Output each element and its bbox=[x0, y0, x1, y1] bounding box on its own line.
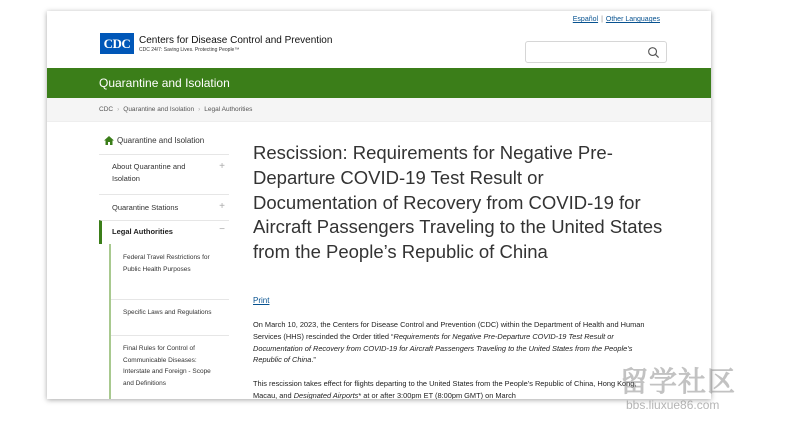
sidebar-item-label: About Quarantine and Isolation bbox=[112, 162, 186, 183]
breadcrumb-cdc[interactable]: CDC bbox=[99, 106, 114, 113]
paragraph-text: On March 10, 2023, the Centers for Disease Control and Prevention (CDC) within the Department of Health and Human Services (HHS) rescinded the Order titled “ bbox=[253, 320, 645, 341]
divider bbox=[111, 335, 229, 336]
breadcrumb-legal-authorities[interactable]: Legal Authorities bbox=[204, 106, 253, 113]
breadcrumb-quarantine[interactable]: Quarantine and Isolation bbox=[123, 106, 195, 113]
sidebar-item-legal-authorities[interactable] bbox=[99, 220, 229, 244]
home-icon bbox=[104, 136, 114, 145]
site-watermark bbox=[618, 360, 778, 420]
expand-plus-icon[interactable]: + bbox=[219, 161, 225, 172]
sidebar-item-label: Quarantine Stations bbox=[112, 203, 179, 212]
chevron-right-icon: › bbox=[117, 106, 120, 113]
sidebar-home-label: Quarantine and Isolation bbox=[117, 136, 205, 145]
watermark-url: bbs.liuxue86.com bbox=[626, 398, 720, 412]
sidebar-item-quarantine-stations[interactable] bbox=[99, 194, 229, 220]
subnav-item-federal-travel[interactable]: Federal Travel Restrictions for Public Health Purposes bbox=[123, 254, 210, 273]
paragraph-text: This rescission takes effect for flights departing to the United States from the People’s Republic of China, Hong Kong, Macau, and bbox=[253, 379, 637, 399]
breadcrumb bbox=[47, 98, 711, 122]
org-name[interactable]: Centers for Disease Control and Prevention bbox=[139, 35, 333, 46]
other-languages-link[interactable]: Other Languages bbox=[605, 16, 660, 23]
search-input[interactable] bbox=[525, 41, 667, 63]
chevron-right-icon: › bbox=[198, 106, 201, 113]
org-tagline: CDC 24/7: Saving Lives. Protecting People™ bbox=[139, 47, 240, 53]
divider bbox=[111, 299, 229, 300]
collapse-minus-icon[interactable]: − bbox=[219, 224, 225, 235]
cdc-logo[interactable]: CDC bbox=[100, 33, 134, 54]
paragraph-text: * at or after 3:00pm ET (8:00pm GMT) on March bbox=[358, 390, 516, 399]
page-title: Rescission: Requirements for Negative Pre-Departure COVID-19 Test Result or Documentation of Recovery from COVID-19 for Aircraft Passengers Traveling to the United States from the People’s Republic of China bbox=[253, 142, 663, 263]
order-title-text: Requirements for Negative Pre-Departure COVID-19 Test Result or Documentation of Recovery from COVID-19 for Aircraft Passengers Traveling to the United States from the People’s Republic of China bbox=[253, 331, 633, 365]
subnav-item-specific-laws[interactable]: Specific Laws and Regulations bbox=[123, 309, 212, 316]
designated-airports-link[interactable]: Designated Airports bbox=[293, 390, 359, 399]
language-separator: | bbox=[601, 16, 603, 23]
browser-page bbox=[47, 11, 711, 399]
language-links bbox=[573, 16, 660, 23]
sidebar-subnav bbox=[109, 244, 229, 399]
search-icon[interactable] bbox=[647, 46, 660, 59]
sidebar-item-label: Legal Authorities bbox=[112, 227, 173, 236]
banner-title[interactable]: Quarantine and Isolation bbox=[99, 76, 230, 90]
paragraph-text: .” bbox=[311, 355, 316, 365]
espanol-link[interactable]: Español bbox=[572, 16, 599, 23]
sidebar-item-about[interactable] bbox=[99, 154, 229, 194]
site-header bbox=[47, 11, 711, 69]
section-banner bbox=[47, 68, 711, 98]
paragraph-rescission-date bbox=[253, 319, 658, 366]
paragraph-effective bbox=[253, 378, 658, 399]
subnav-item-final-rules[interactable]: Final Rules for Control of Communicable Diseases: Interstate and Foreign - Scope and Definitions bbox=[123, 345, 211, 388]
sidebar-home-link[interactable] bbox=[104, 136, 204, 145]
watermark-logo-text: 留学社区 bbox=[620, 366, 737, 397]
print-link[interactable]: Print bbox=[253, 296, 270, 305]
expand-plus-icon[interactable]: + bbox=[219, 201, 225, 212]
